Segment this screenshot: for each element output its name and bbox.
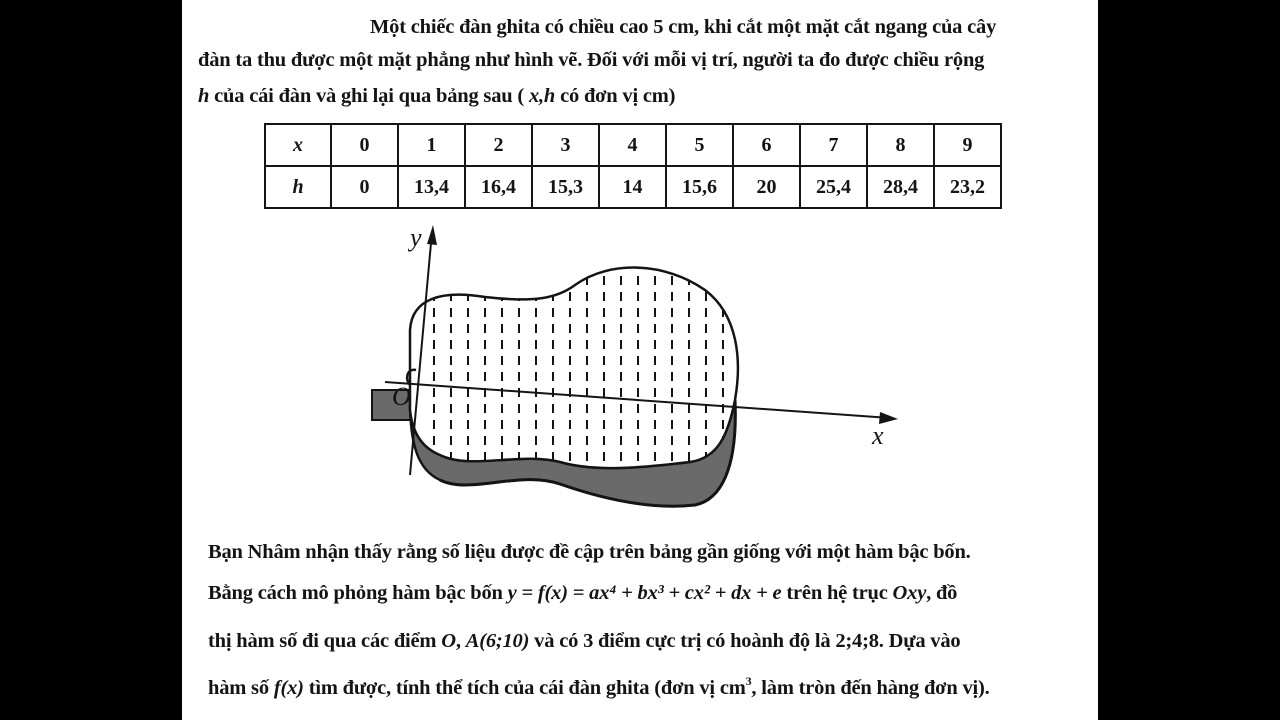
table-cell: 4	[599, 124, 666, 166]
table-cell: 15,3	[532, 166, 599, 208]
table-cell: 16,4	[465, 166, 532, 208]
table-cell: 25,4	[800, 166, 867, 208]
table-cell: 20	[733, 166, 800, 208]
table-cell: 15,6	[666, 166, 733, 208]
problem-line-3-mid: của cái đàn và ghi lại qua bảng sau (	[214, 85, 525, 107]
table-cell: 13,4	[398, 166, 465, 208]
table-cell: 9	[934, 124, 1001, 166]
q4-text-a: hàm số	[208, 677, 269, 699]
problem-line-3-end: có đơn vị cm)	[560, 85, 676, 107]
question-line-1: Bạn Nhâm nhận thấy rằng số liệu được đề cập trên bảng gần giống với một hàm bậc bốn.	[208, 541, 971, 563]
guitar-figure	[182, 0, 1098, 720]
table-cell: 7	[800, 124, 867, 166]
table-cell: 14	[599, 166, 666, 208]
table-cell: 23,2	[934, 166, 1001, 208]
q4-text-c: , làm tròn đến hàng đơn vị).	[751, 677, 990, 699]
q2-text-a: Bằng cách mô phỏng hàm bậc bốn	[208, 582, 503, 604]
table-header-x: x	[265, 124, 331, 166]
x-axis-label: x	[872, 421, 884, 450]
problem-line-2: đàn ta thu được một mặt phẳng như hình vẽ. Đối với mỗi vị trí, người ta đo được chiều rộng	[198, 49, 985, 71]
table-cell: 8	[867, 124, 934, 166]
y-axis-arrow	[427, 225, 437, 245]
question-line-4	[208, 674, 990, 700]
table-cell: 0	[331, 124, 398, 166]
q3-text-a: thị hàm số đi qua các điểm	[208, 630, 437, 652]
q4-text-b: tìm được, tính thể tích của cái đàn ghita (đơn vị cm	[308, 677, 746, 699]
function-f: f(x)	[273, 677, 304, 699]
table-cell: 6	[733, 124, 800, 166]
var-h: h	[198, 85, 210, 107]
unit-exponent: 3	[745, 674, 752, 688]
table-header-h: h	[265, 166, 331, 208]
table-cell: 0	[331, 166, 398, 208]
table-cell: 5	[666, 124, 733, 166]
document-page	[182, 0, 1098, 720]
question-line-3: thị hàm số đi qua các điểm O, A(6;10) và có 3 điểm cực trị có hoành độ là 2;4;8. Dựa vào	[208, 630, 961, 652]
table-cell: 3	[532, 124, 599, 166]
polynomial-formula: y = f(x) = ax⁴ + bx³ + cx² + dx + e	[507, 582, 782, 604]
problem-line-1: Một chiếc đàn ghita có chiều cao 5 cm, khi cắt một mặt cắt ngang của cây	[370, 16, 997, 38]
y-axis-label: y	[410, 223, 422, 252]
table-cell: 28,4	[867, 166, 934, 208]
point-O: O	[441, 630, 456, 652]
var-xh: x,h	[528, 85, 556, 107]
table-cell: 2	[465, 124, 532, 166]
table-cell: 1	[398, 124, 465, 166]
q3-text-b: và có 3 điểm cực trị có hoành độ là 2;4;8. Dựa vào	[534, 630, 961, 652]
question-line-2	[208, 582, 957, 605]
origin-label: O	[392, 382, 411, 411]
axes-name: Oxy	[892, 582, 927, 604]
q2-text-c: , đồ	[926, 582, 958, 604]
q2-text-b: trên hệ trục	[786, 582, 888, 604]
point-A: A(6;10)	[465, 630, 530, 652]
